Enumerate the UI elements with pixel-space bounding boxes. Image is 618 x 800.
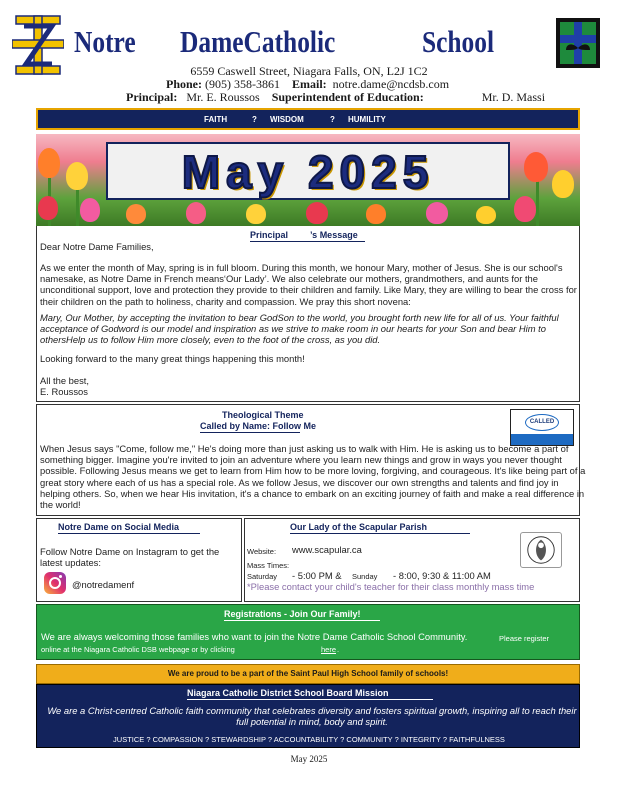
registration-heading: Registrations - Join Our Family! <box>224 609 380 621</box>
banner-title: May 2025 <box>181 146 435 198</box>
parish-heading: Our Lady of the Scapular Parish <box>290 522 470 534</box>
tulip-flower <box>126 204 146 224</box>
tulip-flower <box>514 196 536 222</box>
motto-humility: HUMILITY <box>348 115 386 124</box>
motto-wisdom: WISDOM <box>270 115 304 124</box>
parish-website[interactable]: www.scapular.ca <box>292 544 362 555</box>
saturday-label: Saturday <box>247 572 278 581</box>
novena-prayer: Mary, Our Mother, by accepting the invitation to bear GodSon to the world, you brought forth new life for all of us. Your faithful acceptance of Godword is our model and inspiration as we strive to make room in our hearts for your Son and bear Him to othersHelp us to follow Him more closely, even to the foot of the cross, as you did. <box>40 312 559 346</box>
principal-paragraph: Looking forward to the many great things happening this month! <box>40 353 305 364</box>
instagram-icon[interactable] <box>44 572 66 594</box>
tulip-flower <box>524 152 548 182</box>
mission-heading: Niagara Catholic District School Board Mission <box>187 688 433 700</box>
registration-text: Please register <box>499 634 550 643</box>
principal-message-heading: Principal ’s Message <box>250 230 365 242</box>
principal-paragraph: As we enter the month of May, spring is in full bloom. During this month, we honour Mary, mother of Jesus. She is our school's namesake, as Notre Dame in French means‘Our Lady’. We also celebrate our mothers, grandmothers, and aunts for the unconditional support, love and protection they provide to their children and family. Like Mary, they are willing to bear the cross for their children on the path to holiness, charity and compassion. We pray this short novena: <box>40 262 577 307</box>
board-cross-logo <box>556 18 600 68</box>
social-media-text: Follow Notre Dame on Instagram to get the latest updates: <box>40 546 220 569</box>
email-address[interactable]: notre.dame@ncdsb.com <box>332 77 450 91</box>
phone-number: (905) 358-3861 <box>205 77 280 91</box>
registration-section: Registrations - Join Our Family! We are always welcoming those families who want to join the Notre Dame Catholic School Community. Please register online at the Niagara Catholic DSB webpage or by clicking here . <box>36 604 580 660</box>
footer-date: May 2025 <box>290 754 328 764</box>
sunday-label: Sunday <box>352 572 378 581</box>
theology-subheading: Called by Name: Follow Me <box>200 421 317 431</box>
parish-logo <box>520 532 562 568</box>
instagram-handle[interactable]: @notredamenf <box>72 579 135 590</box>
principal-label: Principal: <box>126 90 178 104</box>
superintendent-name: Mr. D. Massi <box>481 90 546 104</box>
motto-separator: ? <box>252 115 257 124</box>
tulip-flower <box>552 170 574 198</box>
principal-greeting: Dear Notre Dame Families, <box>40 241 154 252</box>
principal-closing: All the best, <box>40 375 89 386</box>
motto-separator: ? <box>330 115 335 124</box>
school-name <box>72 24 495 64</box>
website-label: Website: <box>247 547 277 556</box>
staff-line <box>126 90 545 105</box>
registration-text: online at the Niagara Catholic DSB webpage or by clicking <box>41 645 235 654</box>
superintendent-label: Superintendent of Education: <box>271 90 424 104</box>
saturday-time: - 5:00 PM & <box>292 570 342 581</box>
school-name-word: DameCatholic <box>180 24 336 59</box>
tulip-flower <box>38 196 58 220</box>
mission-statement: We are a Christ-centred Catholic faith community that celebrates diversity and fosters spiritual growth, inspiring all to reach their full potential in mind, body and spirit. <box>47 705 577 728</box>
registration-link[interactable]: here <box>321 645 337 654</box>
tulip-flower <box>246 204 266 224</box>
tulip-flower <box>66 162 88 190</box>
theology-heading: Theological Theme <box>222 410 304 420</box>
motto-faith: FAITH <box>204 115 228 124</box>
mass-note: *Please contact your child's teacher for their class monthly mass time <box>247 581 535 592</box>
principal-name: Mr. E. Roussos <box>186 90 260 104</box>
tulip-flower <box>476 206 496 224</box>
theology-body: When Jesus says "Come, follow me," He's doing more than just asking us to walk with Him. He is asking us to become a part of something bigger. Imagine you're invited to join an adventure where you learn new things and grow in ways you never thought possible. Following Jesus means we get to learn from Him how to be more loving, forgiving, and courageous. It's like being part of a great story where each of us has a special role. As we follow Jesus, we discover our own strengths and talents and find joy in helping others. So, when we hear His invitation, it's a chance to embark on an exciting journey of faith and make a real difference in the world! <box>40 443 586 511</box>
called-logo-text: CALLED <box>525 414 559 431</box>
tulip-flower <box>366 204 386 224</box>
school-name-word: Notre <box>74 24 136 59</box>
family-of-schools-banner: We are proud to be a part of the Saint Paul High School family of schools! <box>36 664 580 684</box>
phone-label: Phone: <box>166 77 202 91</box>
mass-times-label: Mass Times: <box>247 561 290 570</box>
tulip-flower <box>186 202 206 224</box>
email-label: Email: <box>292 77 327 91</box>
tulip-flower <box>80 198 100 222</box>
school-address: 6559 Caswell Street, Niagara Falls, ON, L2J 1C2 <box>190 64 428 78</box>
called-logo <box>510 409 574 446</box>
board-values: JUSTICE ? COMPASSION ? STEWARDSHIP ? ACCOUNTABILITY ? COMMUNITY ? INTEGRITY ? FAITHFULNESS <box>113 735 505 744</box>
tulip-flower <box>38 148 60 178</box>
registration-text: We are always welcoming those families who want to join the Notre Dame Catholic School Community. <box>41 631 468 642</box>
sunday-time: - 8:00, 9:30 & 11:00 AM <box>393 570 491 581</box>
board-mission-section <box>36 684 580 748</box>
principal-signature: E. Roussos <box>40 386 88 397</box>
school-name-word: School <box>422 24 495 59</box>
motto-bar <box>36 108 580 130</box>
tulip-flower <box>306 202 328 224</box>
social-media-heading: Notre Dame on Social Media <box>58 522 200 534</box>
month-banner <box>36 134 580 226</box>
tulip-flower <box>426 202 448 224</box>
